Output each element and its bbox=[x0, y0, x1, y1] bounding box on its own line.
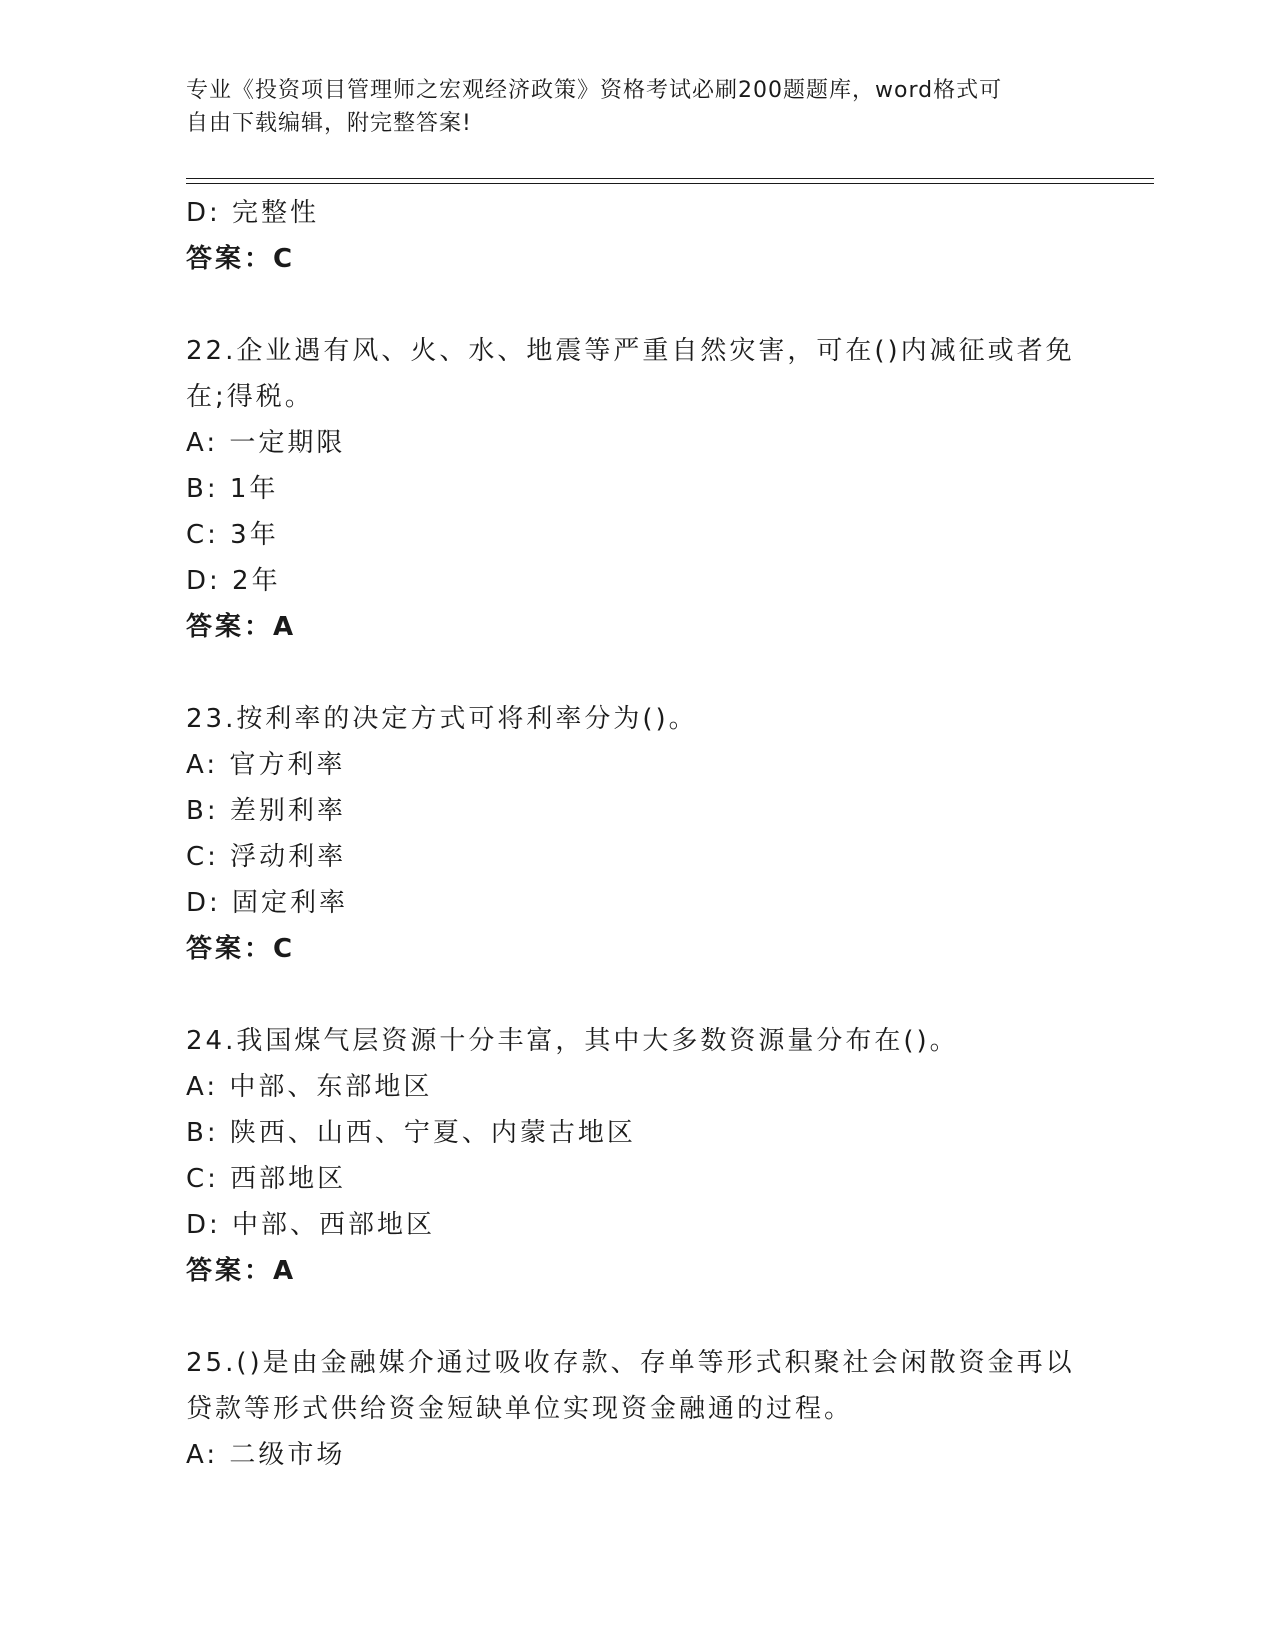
option-c: C: 西部地区 bbox=[186, 1164, 347, 1194]
answer-line: 答案：A bbox=[186, 1256, 297, 1286]
option-a: A: 二级市场 bbox=[186, 1440, 346, 1470]
answer-line: 答案：A bbox=[186, 612, 297, 642]
option-d: D: 完整性 bbox=[186, 198, 320, 228]
option-b: B: 差别利率 bbox=[186, 796, 346, 826]
option-d: D: 中部、西部地区 bbox=[186, 1210, 436, 1240]
header-line-1: 专业《投资项目管理师之宏观经济政策》资格考试必刷200题题库，word格式可 bbox=[186, 78, 1003, 103]
question-text-continued: 贷款等形式供给资金短缺单位实现资金融通的过程。 bbox=[186, 1394, 854, 1424]
document-header bbox=[186, 74, 1086, 140]
header-line-2: 自由下载编辑，附完整答案! bbox=[186, 111, 472, 136]
option-b: B: 陕西、山西、宁夏、内蒙古地区 bbox=[186, 1118, 636, 1148]
question-24 bbox=[186, 1018, 1086, 1294]
header-divider-bottom bbox=[186, 183, 1154, 184]
answer-line: 答案：C bbox=[186, 934, 296, 964]
question-23 bbox=[186, 696, 1086, 972]
option-c: C: 3年 bbox=[186, 520, 279, 550]
question-22 bbox=[186, 328, 1086, 650]
option-a: A: 一定期限 bbox=[186, 428, 346, 458]
option-d: D: 2年 bbox=[186, 566, 281, 596]
option-c: C: 浮动利率 bbox=[186, 842, 347, 872]
option-a: A: 中部、东部地区 bbox=[186, 1072, 433, 1102]
question-text-continued: 在;得税。 bbox=[186, 382, 314, 412]
answer-line: 答案：C bbox=[186, 244, 296, 274]
question-text: 24.我国煤气层资源十分丰富，其中大多数资源量分布在()。 bbox=[186, 1026, 959, 1056]
question-text: 25.()是由金融媒介通过吸收存款、存单等形式积聚社会闲散资金再以 bbox=[186, 1348, 1075, 1378]
option-a: A: 官方利率 bbox=[186, 750, 346, 780]
header-divider-top bbox=[186, 178, 1154, 179]
question-text: 22.企业遇有风、火、水、地震等严重自然灾害，可在()内减征或者免 bbox=[186, 336, 1075, 366]
option-d: D: 固定利率 bbox=[186, 888, 349, 918]
previous-question-tail bbox=[186, 190, 1086, 282]
question-list bbox=[186, 190, 1086, 1478]
question-25 bbox=[186, 1340, 1086, 1478]
question-text: 23.按利率的决定方式可将利率分为()。 bbox=[186, 704, 698, 734]
option-b: B: 1年 bbox=[186, 474, 279, 504]
